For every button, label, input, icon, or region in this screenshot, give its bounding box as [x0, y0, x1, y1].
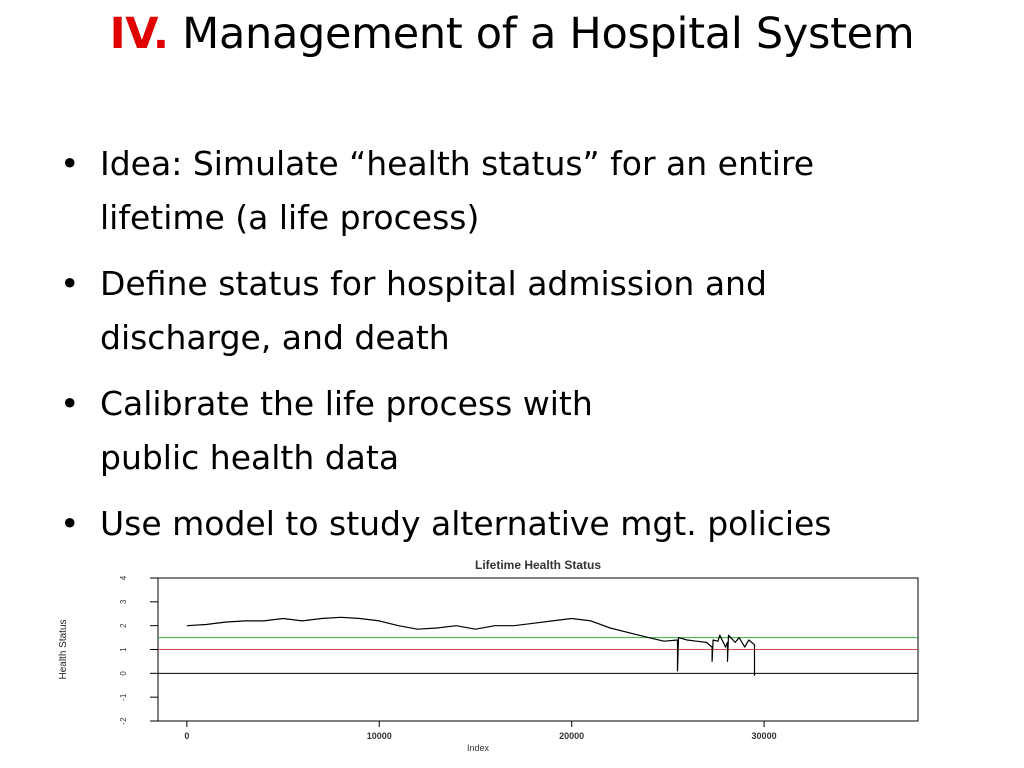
slide-title: [0, 4, 1024, 64]
x-tick-label: 30000: [751, 731, 777, 741]
bullet-item: [60, 377, 990, 485]
title-text: Management of a Hospital System: [182, 9, 915, 59]
bullet-item: [60, 137, 990, 245]
y-tick-label: 3: [119, 599, 128, 605]
bullet-dot-icon: •: [60, 504, 80, 543]
bullet-text-line: lifetime (a life process): [100, 198, 480, 237]
bullet-text-line: public health data: [100, 438, 400, 477]
y-tick-label: 1: [119, 647, 128, 652]
bullet-text-line: Idea: Simulate “health status” for an entire: [100, 144, 815, 183]
bullet-text-line: Define status for hospital admission and: [100, 264, 767, 303]
x-axis-label: Index: [466, 743, 490, 753]
bullet-dot-icon: •: [60, 264, 80, 303]
y-tick-label: -1: [119, 693, 128, 701]
bullet-dot-icon: •: [60, 384, 80, 423]
bullet-text-line: Calibrate the life process with: [100, 384, 593, 423]
bullet-item: [60, 257, 990, 365]
bullet-dot-icon: •: [60, 144, 80, 183]
bullet-text-line: Use model to study alternative mgt. policies: [100, 504, 832, 543]
chart-title: Lifetime Health Status: [474, 558, 602, 572]
x-tick-label: 20000: [559, 731, 585, 741]
y-tick-label: 4: [119, 575, 128, 581]
bullet-item: [60, 497, 990, 551]
x-tick-label: 0: [184, 731, 190, 741]
bullet-text-line: discharge, and death: [100, 318, 450, 357]
y-axis-label: Health Status: [58, 619, 69, 680]
bullet-list: [60, 137, 990, 563]
y-tick-label: -2: [119, 717, 128, 725]
health-status-chart: [0, 558, 1024, 768]
x-tick-label: 10000: [366, 731, 392, 741]
health-status-line: [187, 617, 755, 675]
y-tick-label: 0: [119, 671, 128, 676]
title-number: IV.: [109, 9, 169, 59]
y-tick-label: 2: [119, 623, 128, 628]
